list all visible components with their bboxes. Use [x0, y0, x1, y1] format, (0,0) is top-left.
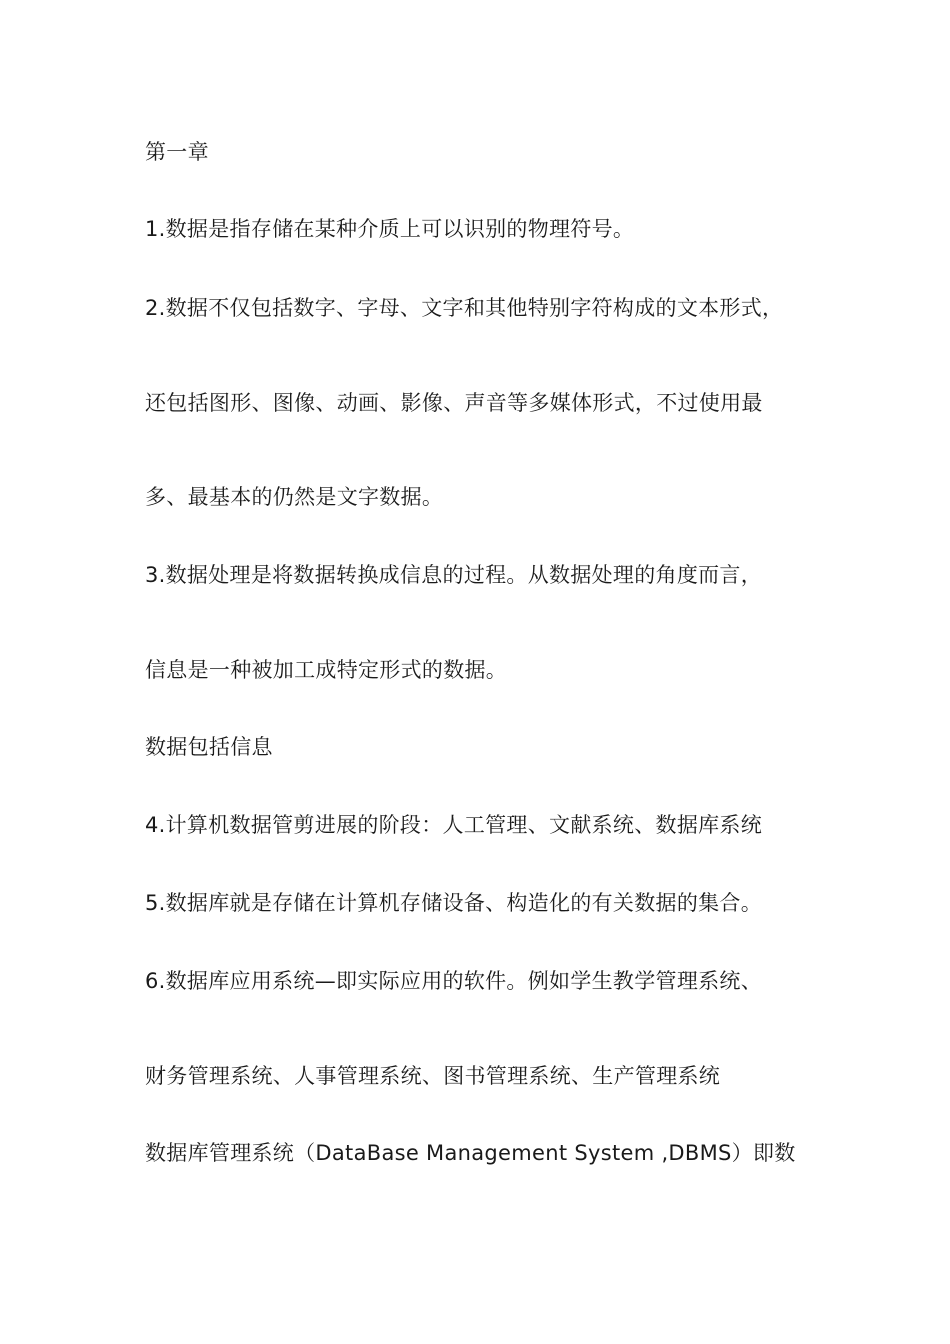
chapter-heading: 第一章 [145, 140, 209, 164]
paragraph-line-6: 信息是一种被加工成特定形式的数据。 [145, 658, 508, 682]
paragraph-line-8: 4.计算机数据管剪进展的阶段：人工管理、文献系统、数据库系统 [145, 813, 763, 837]
paragraph-line-7: 数据包括信息 [145, 735, 273, 759]
paragraph-line-2: 2.数据不仅包括数字、字母、文字和其他特别字符构成的文本形式， [145, 296, 784, 320]
paragraph-line-12: 数据库管理系统（DataBase Management System ,DBMS）即数 [145, 1141, 796, 1165]
paragraph-line-1: 1.数据是指存储在某种介质上可以识别的物理符号。 [145, 217, 635, 241]
paragraph-line-4: 多、最基本的仍然是文字数据。 [145, 485, 444, 509]
paragraph-line-3: 还包括图形、图像、动画、影像、声音等多媒体形式，不过使用最 [145, 391, 763, 415]
paragraph-line-9: 5.数据库就是存储在计算机存储设备、构造化的有关数据的集合。 [145, 891, 763, 915]
paragraph-line-11: 财务管理系统、人事管理系统、图书管理系统、生产管理系统 [145, 1064, 721, 1088]
paragraph-line-5: 3.数据处理是将数据转换成信息的过程。从数据处理的角度而言， [145, 563, 763, 587]
paragraph-line-10: 6.数据库应用系统—即实际应用的软件。例如学生教学管理系统、 [145, 969, 763, 993]
